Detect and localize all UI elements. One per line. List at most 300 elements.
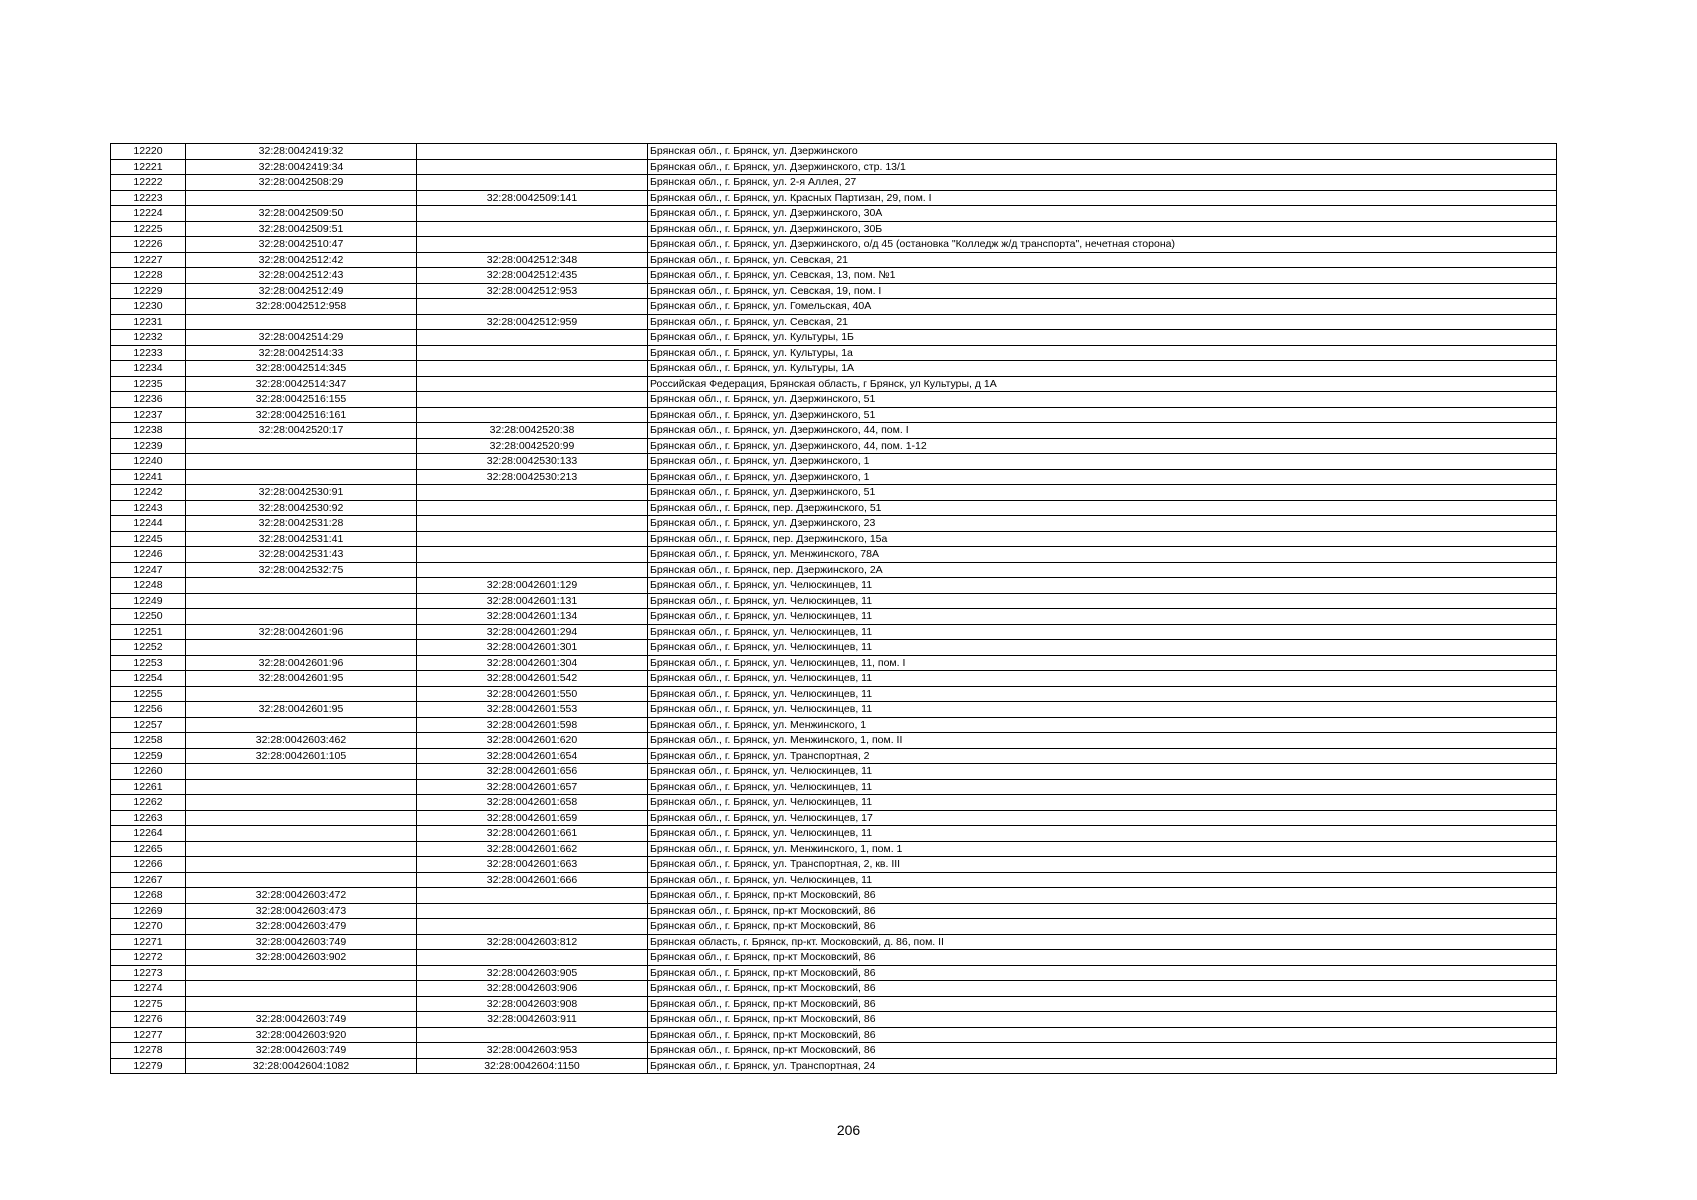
row-number-cell: 12226 (111, 237, 186, 253)
cadastral-number-object-cell (417, 919, 648, 935)
address-cell: Брянская обл., г. Брянск, ул. Культуры, 1Б (648, 330, 1557, 346)
cadastral-number-parcel-cell (186, 640, 417, 656)
address-cell: Брянская обл., г. Брянск, ул. Дзержинского, о/д 45 (остановка "Колледж ж/д транспорта", нечетная сторона) (648, 237, 1557, 253)
table-row (111, 376, 1557, 392)
cadastral-number-object-cell (417, 531, 648, 547)
cadastral-number-object-cell (417, 888, 648, 904)
address-cell: Брянская обл., г. Брянск, ул. Дзержинского, 30Б (648, 221, 1557, 237)
table-row (111, 454, 1557, 470)
row-number-cell: 12275 (111, 996, 186, 1012)
table-row (111, 950, 1557, 966)
cadastral-number-object-cell: 32:28:0042601:553 (417, 702, 648, 718)
cadastral-number-object-cell (417, 562, 648, 578)
row-number-cell: 12248 (111, 578, 186, 594)
table-row (111, 1058, 1557, 1074)
cadastral-number-parcel-cell (186, 469, 417, 485)
cadastral-number-parcel-cell (186, 857, 417, 873)
cadastral-number-parcel-cell: 32:28:0042514:345 (186, 361, 417, 377)
cadastral-number-object-cell (417, 221, 648, 237)
cadastral-number-parcel-cell: 32:28:0042603:473 (186, 903, 417, 919)
cadastral-number-parcel-cell: 32:28:0042419:34 (186, 159, 417, 175)
address-cell: Брянская обл., г. Брянск, ул. Красных Партизан, 29, пом. I (648, 190, 1557, 206)
cadastral-number-parcel-cell: 32:28:0042531:43 (186, 547, 417, 563)
address-cell: Брянская обл., г. Брянск, ул. Севская, 21 (648, 314, 1557, 330)
table-row (111, 438, 1557, 454)
table-row (111, 655, 1557, 671)
cadastral-number-object-cell (417, 345, 648, 361)
cadastral-number-parcel-cell (186, 981, 417, 997)
row-number-cell: 12242 (111, 485, 186, 501)
cadastral-number-parcel-cell (186, 686, 417, 702)
cadastral-number-object-cell (417, 330, 648, 346)
address-cell: Брянская обл., г. Брянск, пр-кт Московский, 86 (648, 919, 1557, 935)
cadastral-number-object-cell: 32:28:0042601:662 (417, 841, 648, 857)
cadastral-number-parcel-cell: 32:28:0042603:902 (186, 950, 417, 966)
row-number-cell: 12256 (111, 702, 186, 718)
row-number-cell: 12265 (111, 841, 186, 857)
cadastral-number-object-cell: 32:28:0042512:959 (417, 314, 648, 330)
address-cell: Брянская обл., г. Брянск, ул. 2-я Аллея, 27 (648, 175, 1557, 191)
row-number-cell: 12232 (111, 330, 186, 346)
cadastral-number-parcel-cell (186, 314, 417, 330)
row-number-cell: 12250 (111, 609, 186, 625)
table-row (111, 965, 1557, 981)
table-row (111, 795, 1557, 811)
address-cell: Брянская обл., г. Брянск, ул. Челюскинцев, 11 (648, 872, 1557, 888)
address-cell: Брянская обл., г. Брянск, пр-кт Московский, 86 (648, 1027, 1557, 1043)
table-row (111, 826, 1557, 842)
cadastral-number-object-cell: 32:28:0042603:953 (417, 1043, 648, 1059)
cadastral-number-object-cell (417, 159, 648, 175)
address-cell: Брянская обл., г. Брянск, ул. Дзержинского, 44, пом. 1-12 (648, 438, 1557, 454)
row-number-cell: 12237 (111, 407, 186, 423)
cadastral-number-object-cell: 32:28:0042603:908 (417, 996, 648, 1012)
address-cell: Брянская обл., г. Брянск, пр-кт Московский, 86 (648, 950, 1557, 966)
cadastral-number-parcel-cell: 32:28:0042520:17 (186, 423, 417, 439)
cadastral-number-parcel-cell (186, 454, 417, 470)
address-cell: Брянская обл., г. Брянск, ул. Дзержинского, 30А (648, 206, 1557, 222)
cadastral-number-parcel-cell: 32:28:0042419:32 (186, 144, 417, 160)
address-cell: Брянская обл., г. Брянск, ул. Челюскинцев, 11 (648, 702, 1557, 718)
address-cell: Брянская обл., г. Брянск, ул. Культуры, 1А (648, 361, 1557, 377)
table-row (111, 733, 1557, 749)
table-row (111, 810, 1557, 826)
table-row (111, 330, 1557, 346)
row-number-cell: 12236 (111, 392, 186, 408)
cadastral-number-parcel-cell: 32:28:0042532:75 (186, 562, 417, 578)
address-cell: Брянская обл., г. Брянск, ул. Челюскинцев, 11, пом. I (648, 655, 1557, 671)
cadastral-number-parcel-cell: 32:28:0042530:92 (186, 500, 417, 516)
row-number-cell: 12273 (111, 965, 186, 981)
table-row (111, 609, 1557, 625)
row-number-cell: 12266 (111, 857, 186, 873)
cadastral-number-parcel-cell: 32:28:0042514:347 (186, 376, 417, 392)
row-number-cell: 12270 (111, 919, 186, 935)
address-cell: Брянская обл., г. Брянск, ул. Севская, 21 (648, 252, 1557, 268)
address-cell: Брянская обл., г. Брянск, ул. Менжинского, 1 (648, 717, 1557, 733)
row-number-cell: 12264 (111, 826, 186, 842)
address-cell: Брянская обл., г. Брянск, ул. Челюскинцев, 11 (648, 578, 1557, 594)
row-number-cell: 12229 (111, 283, 186, 299)
row-number-cell: 12276 (111, 1012, 186, 1028)
cadastral-number-object-cell: 32:28:0042512:348 (417, 252, 648, 268)
cadastral-number-parcel-cell (186, 826, 417, 842)
address-cell: Брянская обл., г. Брянск, ул. Культуры, 1а (648, 345, 1557, 361)
table-row (111, 934, 1557, 950)
cadastral-number-parcel-cell (186, 578, 417, 594)
address-cell: Брянская обл., г. Брянск, пр-кт Московский, 86 (648, 996, 1557, 1012)
table-row (111, 671, 1557, 687)
address-cell: Брянская обл., г. Брянск, ул. Дзержинского, 23 (648, 516, 1557, 532)
table-row (111, 361, 1557, 377)
address-cell: Брянская обл., г. Брянск, ул. Дзержинского, 44, пом. I (648, 423, 1557, 439)
address-cell: Брянская обл., г. Брянск, ул. Менжинского, 1, пом. 1 (648, 841, 1557, 857)
row-number-cell: 12246 (111, 547, 186, 563)
cadastral-number-object-cell: 32:28:0042601:663 (417, 857, 648, 873)
cadastral-number-parcel-cell: 32:28:0042516:161 (186, 407, 417, 423)
cadastral-number-object-cell: 32:28:0042603:905 (417, 965, 648, 981)
cadastral-number-parcel-cell: 32:28:0042603:479 (186, 919, 417, 935)
table-row (111, 314, 1557, 330)
cadastral-number-object-cell: 32:28:0042530:213 (417, 469, 648, 485)
cadastral-number-parcel-cell (186, 841, 417, 857)
table-row (111, 593, 1557, 609)
cadastral-number-object-cell: 32:28:0042601:131 (417, 593, 648, 609)
table-row (111, 516, 1557, 532)
table-row (111, 407, 1557, 423)
address-cell: Брянская обл., г. Брянск, ул. Транспортная, 2 (648, 748, 1557, 764)
cadastral-number-object-cell: 32:28:0042601:129 (417, 578, 648, 594)
cadastral-number-parcel-cell: 32:28:0042603:749 (186, 1012, 417, 1028)
row-number-cell: 12261 (111, 779, 186, 795)
address-cell: Брянская обл., г. Брянск, ул. Гомельская, 40А (648, 299, 1557, 315)
address-cell: Брянская обл., г. Брянск, ул. Челюскинцев, 11 (648, 779, 1557, 795)
cadastral-number-parcel-cell: 32:28:0042603:472 (186, 888, 417, 904)
row-number-cell: 12262 (111, 795, 186, 811)
address-cell: Брянская обл., г. Брянск, ул. Севская, 19, пом. I (648, 283, 1557, 299)
cadastral-number-object-cell: 32:28:0042601:294 (417, 624, 648, 640)
cadastral-number-parcel-cell: 32:28:0042601:95 (186, 671, 417, 687)
table-row (111, 345, 1557, 361)
cadastral-number-parcel-cell: 32:28:0042531:28 (186, 516, 417, 532)
cadastral-number-parcel-cell (186, 609, 417, 625)
cadastral-number-object-cell: 32:28:0042509:141 (417, 190, 648, 206)
address-cell: Брянская обл., г. Брянск, пр-кт Московский, 86 (648, 888, 1557, 904)
table-row (111, 888, 1557, 904)
cadastral-number-parcel-cell (186, 438, 417, 454)
table-row (111, 562, 1557, 578)
row-number-cell: 12235 (111, 376, 186, 392)
row-number-cell: 12245 (111, 531, 186, 547)
address-cell: Брянская обл., г. Брянск, ул. Челюскинцев, 11 (648, 609, 1557, 625)
table-row (111, 221, 1557, 237)
row-number-cell: 12251 (111, 624, 186, 640)
cadastral-number-object-cell (417, 144, 648, 160)
address-cell: Российская Федерация, Брянская область, г Брянск, ул Культуры, д 1А (648, 376, 1557, 392)
address-cell: Брянская обл., г. Брянск, пер. Дзержинского, 15а (648, 531, 1557, 547)
cadastral-number-parcel-cell: 32:28:0042509:51 (186, 221, 417, 237)
cadastral-number-parcel-cell: 32:28:0042601:96 (186, 624, 417, 640)
cadastral-number-parcel-cell (186, 593, 417, 609)
row-number-cell: 12274 (111, 981, 186, 997)
registry-table-body (111, 144, 1557, 1074)
cadastral-number-parcel-cell: 32:28:0042601:95 (186, 702, 417, 718)
address-cell: Брянская обл., г. Брянск, ул. Менжинского, 78А (648, 547, 1557, 563)
cadastral-number-object-cell: 32:28:0042512:435 (417, 268, 648, 284)
table-row (111, 159, 1557, 175)
row-number-cell: 12225 (111, 221, 186, 237)
cadastral-number-parcel-cell: 32:28:0042603:920 (186, 1027, 417, 1043)
cadastral-number-parcel-cell: 32:28:0042604:1082 (186, 1058, 417, 1074)
table-row (111, 686, 1557, 702)
address-cell: Брянская обл., г. Брянск, ул. Дзержинского, стр. 13/1 (648, 159, 1557, 175)
page-number: 206 (836, 1122, 861, 1138)
cadastral-number-object-cell (417, 392, 648, 408)
cadastral-number-parcel-cell: 32:28:0042509:50 (186, 206, 417, 222)
cadastral-number-object-cell (417, 206, 648, 222)
row-number-cell: 12254 (111, 671, 186, 687)
address-cell: Брянская обл., г. Брянск, ул. Челюскинцев, 17 (648, 810, 1557, 826)
row-number-cell: 12277 (111, 1027, 186, 1043)
cadastral-number-parcel-cell: 32:28:0042510:47 (186, 237, 417, 253)
row-number-cell: 12223 (111, 190, 186, 206)
cadastral-number-parcel-cell: 32:28:0042601:96 (186, 655, 417, 671)
row-number-cell: 12233 (111, 345, 186, 361)
cadastral-number-object-cell (417, 1027, 648, 1043)
row-number-cell: 12243 (111, 500, 186, 516)
table-row (111, 841, 1557, 857)
row-number-cell: 12279 (111, 1058, 186, 1074)
cadastral-number-object-cell: 32:28:0042601:134 (417, 609, 648, 625)
row-number-cell: 12234 (111, 361, 186, 377)
table-row (111, 919, 1557, 935)
cadastral-number-object-cell: 32:28:0042601:620 (417, 733, 648, 749)
table-row (111, 578, 1557, 594)
table-row (111, 981, 1557, 997)
cadastral-number-object-cell: 32:28:0042603:906 (417, 981, 648, 997)
table-row (111, 175, 1557, 191)
table-row (111, 872, 1557, 888)
table-row (111, 485, 1557, 501)
address-cell: Брянская область, г. Брянск, пр-кт. Московский, д. 86, пом. II (648, 934, 1557, 950)
cadastral-number-object-cell (417, 407, 648, 423)
cadastral-number-object-cell: 32:28:0042601:661 (417, 826, 648, 842)
cadastral-number-parcel-cell: 32:28:0042603:462 (186, 733, 417, 749)
table-row (111, 1027, 1557, 1043)
row-number-cell: 12271 (111, 934, 186, 950)
table-row (111, 237, 1557, 253)
row-number-cell: 12257 (111, 717, 186, 733)
cadastral-number-parcel-cell (186, 996, 417, 1012)
address-cell: Брянская обл., г. Брянск, ул. Менжинского, 1, пом. II (648, 733, 1557, 749)
cadastral-number-parcel-cell (186, 190, 417, 206)
cadastral-number-parcel-cell: 32:28:0042601:105 (186, 748, 417, 764)
cadastral-number-parcel-cell (186, 779, 417, 795)
cadastral-number-object-cell (417, 950, 648, 966)
cadastral-number-object-cell (417, 299, 648, 315)
cadastral-number-object-cell: 32:28:0042520:38 (417, 423, 648, 439)
cadastral-number-parcel-cell (186, 717, 417, 733)
row-number-cell: 12259 (111, 748, 186, 764)
cadastral-number-object-cell: 32:28:0042530:133 (417, 454, 648, 470)
row-number-cell: 12255 (111, 686, 186, 702)
cadastral-number-parcel-cell: 32:28:0042603:749 (186, 934, 417, 950)
row-number-cell: 12227 (111, 252, 186, 268)
row-number-cell: 12253 (111, 655, 186, 671)
row-number-cell: 12230 (111, 299, 186, 315)
row-number-cell: 12252 (111, 640, 186, 656)
cadastral-number-object-cell (417, 500, 648, 516)
address-cell: Брянская обл., г. Брянск, ул. Челюскинцев, 11 (648, 671, 1557, 687)
table-row (111, 764, 1557, 780)
row-number-cell: 12244 (111, 516, 186, 532)
row-number-cell: 12267 (111, 872, 186, 888)
address-cell: Брянская обл., г. Брянск, ул. Челюскинцев, 11 (648, 826, 1557, 842)
cadastral-number-parcel-cell: 32:28:0042512:42 (186, 252, 417, 268)
row-number-cell: 12239 (111, 438, 186, 454)
table-row (111, 190, 1557, 206)
cadastral-number-object-cell: 32:28:0042601:654 (417, 748, 648, 764)
address-cell: Брянская обл., г. Брянск, ул. Челюскинцев, 11 (648, 593, 1557, 609)
table-row (111, 717, 1557, 733)
table-row (111, 299, 1557, 315)
cadastral-number-parcel-cell (186, 872, 417, 888)
table-row (111, 423, 1557, 439)
table-row (111, 1043, 1557, 1059)
cadastral-number-parcel-cell: 32:28:0042514:33 (186, 345, 417, 361)
row-number-cell: 12238 (111, 423, 186, 439)
row-number-cell: 12241 (111, 469, 186, 485)
cadastral-number-object-cell (417, 376, 648, 392)
registry-table (110, 143, 1557, 1074)
address-cell: Брянская обл., г. Брянск, пр-кт Московский, 86 (648, 981, 1557, 997)
table-row (111, 547, 1557, 563)
address-cell: Брянская обл., г. Брянск, ул. Севская, 13, пом. №1 (648, 268, 1557, 284)
cadastral-number-parcel-cell: 32:28:0042512:49 (186, 283, 417, 299)
cadastral-number-object-cell: 32:28:0042601:301 (417, 640, 648, 656)
cadastral-number-object-cell: 32:28:0042601:658 (417, 795, 648, 811)
table-row (111, 702, 1557, 718)
address-cell: Брянская обл., г. Брянск, пер. Дзержинского, 2А (648, 562, 1557, 578)
cadastral-number-object-cell (417, 485, 648, 501)
cadastral-number-object-cell: 32:28:0042601:304 (417, 655, 648, 671)
address-cell: Брянская обл., г. Брянск, пер. Дзержинского, 51 (648, 500, 1557, 516)
cadastral-number-parcel-cell (186, 810, 417, 826)
cadastral-number-object-cell: 32:28:0042601:657 (417, 779, 648, 795)
cadastral-number-object-cell: 32:28:0042601:666 (417, 872, 648, 888)
row-number-cell: 12260 (111, 764, 186, 780)
address-cell: Брянская обл., г. Брянск, ул. Дзержинского, 1 (648, 469, 1557, 485)
row-number-cell: 12263 (111, 810, 186, 826)
table-row (111, 144, 1557, 160)
cadastral-number-parcel-cell: 32:28:0042530:91 (186, 485, 417, 501)
cadastral-number-object-cell (417, 547, 648, 563)
row-number-cell: 12247 (111, 562, 186, 578)
row-number-cell: 12228 (111, 268, 186, 284)
table-row (111, 640, 1557, 656)
address-cell: Брянская обл., г. Брянск, ул. Дзержинского (648, 144, 1557, 160)
cadastral-number-object-cell: 32:28:0042520:99 (417, 438, 648, 454)
row-number-cell: 12258 (111, 733, 186, 749)
table-row (111, 779, 1557, 795)
row-number-cell: 12278 (111, 1043, 186, 1059)
cadastral-number-parcel-cell: 32:28:0042531:41 (186, 531, 417, 547)
cadastral-number-parcel-cell: 32:28:0042512:43 (186, 268, 417, 284)
cadastral-number-object-cell (417, 175, 648, 191)
row-number-cell: 12268 (111, 888, 186, 904)
address-cell: Брянская обл., г. Брянск, ул. Дзержинского, 51 (648, 407, 1557, 423)
address-cell: Брянская обл., г. Брянск, пр-кт Московский, 86 (648, 903, 1557, 919)
address-cell: Брянская обл., г. Брянск, ул. Челюскинцев, 11 (648, 764, 1557, 780)
table-row (111, 206, 1557, 222)
table-row (111, 392, 1557, 408)
address-cell: Брянская обл., г. Брянск, ул. Челюскинцев, 11 (648, 795, 1557, 811)
cadastral-number-parcel-cell: 32:28:0042508:29 (186, 175, 417, 191)
cadastral-number-parcel-cell: 32:28:0042514:29 (186, 330, 417, 346)
table-row (111, 996, 1557, 1012)
table-row (111, 500, 1557, 516)
table-row (111, 748, 1557, 764)
address-cell: Брянская обл., г. Брянск, ул. Челюскинцев, 11 (648, 640, 1557, 656)
row-number-cell: 12220 (111, 144, 186, 160)
cadastral-number-object-cell: 32:28:0042604:1150 (417, 1058, 648, 1074)
address-cell: Брянская обл., г. Брянск, ул. Челюскинцев, 11 (648, 686, 1557, 702)
row-number-cell: 12269 (111, 903, 186, 919)
cadastral-number-object-cell: 32:28:0042603:812 (417, 934, 648, 950)
row-number-cell: 12249 (111, 593, 186, 609)
row-number-cell: 12221 (111, 159, 186, 175)
address-cell: Брянская обл., г. Брянск, пр-кт Московский, 86 (648, 965, 1557, 981)
address-cell: Брянская обл., г. Брянск, ул. Челюскинцев, 11 (648, 624, 1557, 640)
cadastral-number-parcel-cell (186, 965, 417, 981)
cadastral-number-object-cell: 32:28:0042512:953 (417, 283, 648, 299)
table-row (111, 252, 1557, 268)
cadastral-number-object-cell: 32:28:0042601:659 (417, 810, 648, 826)
table-row (111, 624, 1557, 640)
row-number-cell: 12272 (111, 950, 186, 966)
table-row (111, 469, 1557, 485)
address-cell: Брянская обл., г. Брянск, пр-кт Московский, 86 (648, 1012, 1557, 1028)
address-cell: Брянская обл., г. Брянск, ул. Транспортная, 24 (648, 1058, 1557, 1074)
table-row (111, 283, 1557, 299)
cadastral-number-object-cell (417, 361, 648, 377)
cadastral-number-object-cell: 32:28:0042601:598 (417, 717, 648, 733)
table-row (111, 857, 1557, 873)
cadastral-number-parcel-cell (186, 795, 417, 811)
cadastral-number-object-cell: 32:28:0042601:542 (417, 671, 648, 687)
table-row (111, 1012, 1557, 1028)
address-cell: Брянская обл., г. Брянск, ул. Транспортная, 2, кв. III (648, 857, 1557, 873)
table-row (111, 903, 1557, 919)
address-cell: Брянская обл., г. Брянск, ул. Дзержинского, 51 (648, 485, 1557, 501)
cadastral-number-parcel-cell: 32:28:0042512:958 (186, 299, 417, 315)
cadastral-number-object-cell: 32:28:0042601:656 (417, 764, 648, 780)
cadastral-number-object-cell (417, 237, 648, 253)
cadastral-number-parcel-cell: 32:28:0042516:155 (186, 392, 417, 408)
cadastral-number-object-cell: 32:28:0042603:911 (417, 1012, 648, 1028)
cadastral-number-object-cell (417, 516, 648, 532)
cadastral-number-object-cell: 32:28:0042601:550 (417, 686, 648, 702)
address-cell: Брянская обл., г. Брянск, ул. Дзержинского, 51 (648, 392, 1557, 408)
cadastral-number-parcel-cell: 32:28:0042603:749 (186, 1043, 417, 1059)
cadastral-number-object-cell (417, 903, 648, 919)
address-cell: Брянская обл., г. Брянск, пр-кт Московский, 86 (648, 1043, 1557, 1059)
table-row (111, 268, 1557, 284)
row-number-cell: 12231 (111, 314, 186, 330)
row-number-cell: 12224 (111, 206, 186, 222)
address-cell: Брянская обл., г. Брянск, ул. Дзержинского, 1 (648, 454, 1557, 470)
row-number-cell: 12222 (111, 175, 186, 191)
